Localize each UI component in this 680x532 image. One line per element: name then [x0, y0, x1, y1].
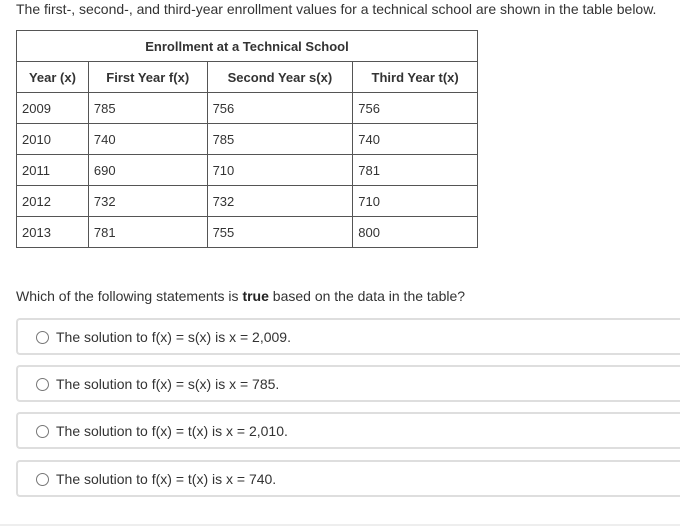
- answer-option-3[interactable]: [16, 412, 680, 449]
- cell-year: 2011: [17, 155, 89, 186]
- cell-first-year: 690: [88, 155, 207, 186]
- cell-third-year: 800: [353, 217, 478, 248]
- table-row: [17, 124, 478, 155]
- cell-second-year: 756: [207, 93, 353, 124]
- table-row: [17, 186, 478, 217]
- intro-text: The first-, second-, and third-year enrollment values for a technical school are shown in the table below.: [16, 1, 657, 17]
- cell-first-year: 740: [88, 124, 207, 155]
- table-caption: Enrollment at a Technical School: [17, 31, 478, 62]
- column-header-third-year: Third Year t(x): [353, 62, 478, 93]
- cell-second-year: 755: [207, 217, 353, 248]
- column-header-second-year: Second Year s(x): [207, 62, 353, 93]
- radio-button-icon[interactable]: [36, 331, 49, 344]
- cell-first-year: 732: [88, 186, 207, 217]
- cell-year: 2012: [17, 186, 89, 217]
- radio-button-icon[interactable]: [36, 425, 49, 438]
- table-row: [17, 217, 478, 248]
- enrollment-table: [16, 30, 478, 248]
- column-header-year: Year (x): [17, 62, 89, 93]
- cell-first-year: 781: [88, 217, 207, 248]
- answer-option-label: The solution to f(x) = s(x) is x = 2,009.: [56, 329, 291, 345]
- cell-third-year: 710: [353, 186, 478, 217]
- radio-button-icon[interactable]: [36, 378, 49, 391]
- question-prompt: [16, 288, 465, 305]
- answer-option-label: The solution to f(x) = t(x) is x = 2,010.: [56, 423, 288, 439]
- cell-first-year: 785: [88, 93, 207, 124]
- question-text-start: Which of the following statements is: [16, 288, 243, 304]
- answer-option-label: The solution to f(x) = s(x) is x = 785.: [56, 376, 280, 392]
- question-emphasis: true: [242, 288, 269, 304]
- answer-option-4[interactable]: [16, 460, 680, 497]
- divider: [0, 524, 680, 526]
- answer-option-2[interactable]: [16, 365, 680, 402]
- answer-option-1[interactable]: [16, 318, 680, 355]
- radio-button-icon[interactable]: [36, 473, 49, 486]
- cell-third-year: 756: [353, 93, 478, 124]
- cell-second-year: 785: [207, 124, 353, 155]
- cell-second-year: 710: [207, 155, 353, 186]
- cell-year: 2009: [17, 93, 89, 124]
- column-header-first-year: First Year f(x): [88, 62, 207, 93]
- cell-second-year: 732: [207, 186, 353, 217]
- table-row: [17, 93, 478, 124]
- cell-year: 2010: [17, 124, 89, 155]
- cell-year: 2013: [17, 217, 89, 248]
- table-row: [17, 155, 478, 186]
- question-text-end: based on the data in the table?: [268, 288, 466, 304]
- cell-third-year: 781: [353, 155, 478, 186]
- answer-option-label: The solution to f(x) = t(x) is x = 740.: [56, 471, 277, 487]
- cell-third-year: 740: [353, 124, 478, 155]
